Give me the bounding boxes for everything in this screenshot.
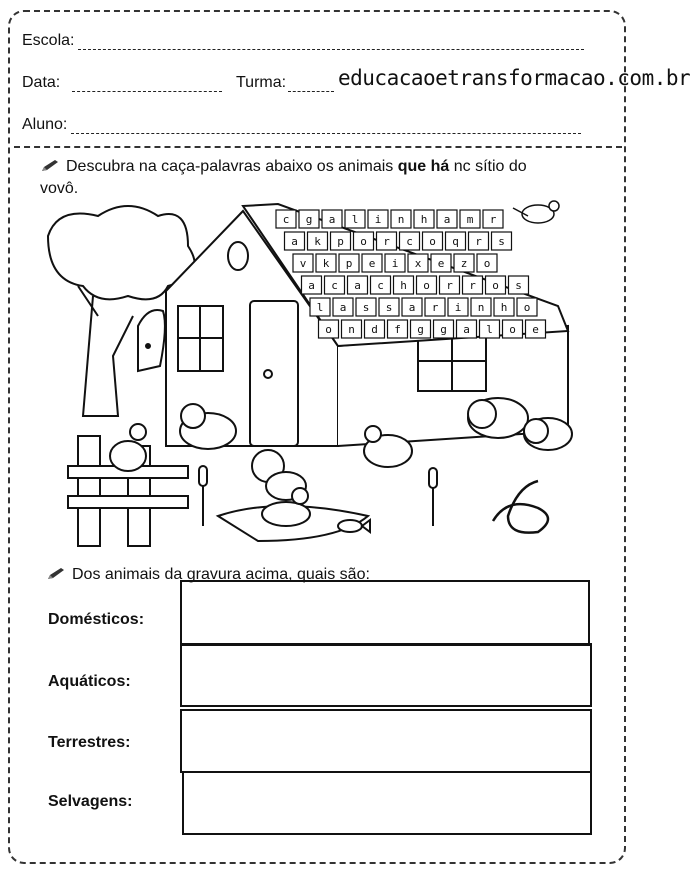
word-search-letter: r	[446, 279, 453, 292]
duck-icon	[218, 488, 368, 541]
farm-scene-illustration	[38, 196, 598, 556]
word-search-letter: c	[331, 279, 338, 292]
snake-icon	[493, 481, 548, 533]
word-search-letter: e	[368, 257, 376, 270]
task1-text-line2: vovô.	[40, 180, 79, 197]
word-search-letter: a	[408, 301, 416, 314]
student-field[interactable]	[22, 116, 581, 134]
school-label: Escola:	[22, 32, 75, 49]
class-label: Turma:	[236, 74, 287, 91]
word-search-letter: s	[498, 235, 505, 248]
word-search-letter: g	[417, 323, 424, 336]
word-search-letter: k	[314, 235, 321, 248]
class-line[interactable]	[288, 77, 334, 92]
word-search-letter: q	[452, 235, 459, 248]
word-search-letter: o	[483, 257, 491, 270]
word-search-letter: o	[523, 301, 531, 314]
word-search-letter: p	[337, 235, 344, 248]
word-search-letter: h	[400, 279, 407, 292]
word-search-letter: c	[406, 235, 413, 248]
task1-instruction	[40, 156, 585, 200]
task1-text-bold-animals: animais	[338, 158, 394, 175]
word-search-letter: s	[385, 301, 393, 314]
word-search-letter: a	[328, 213, 336, 226]
word-search-letter: g	[305, 213, 313, 226]
word-search-letter: o	[509, 323, 516, 336]
class-field[interactable]	[236, 74, 334, 92]
word-search-letter: r	[431, 301, 439, 314]
word-search-letter: d	[371, 323, 378, 336]
task1-text-a: Descubra na caça-palavras abaixo os	[66, 158, 339, 175]
answer-box-domestic[interactable]	[180, 580, 590, 646]
word-search-letter: o	[423, 279, 430, 292]
word-search-letter: k	[322, 257, 330, 270]
word-search-letter: i	[374, 213, 382, 226]
category-label-wild: Selvagens:	[48, 793, 133, 810]
word-search-letter: f	[394, 323, 401, 336]
word-search-letter: e	[437, 257, 445, 270]
word-search-letter: s	[515, 279, 522, 292]
word-search-letter: x	[414, 257, 422, 270]
word-search-letter: r	[469, 279, 476, 292]
category-label-aquatic: Aquáticos:	[48, 673, 131, 690]
section-divider	[14, 146, 622, 148]
word-search-letter: r	[383, 235, 390, 248]
date-label: Data:	[22, 74, 61, 91]
word-search-letter: l	[351, 213, 359, 226]
word-search-letter: a	[291, 235, 298, 248]
word-search-letter: i	[391, 257, 399, 270]
word-search-letter: i	[454, 301, 462, 314]
category-label-terrestrial: Terrestres:	[48, 734, 131, 751]
word-search-letter: o	[325, 323, 332, 336]
word-search-letter: a	[339, 301, 347, 314]
word-search-letter: r	[489, 213, 497, 226]
word-search-letter: s	[362, 301, 370, 314]
word-search-letter: v	[299, 257, 307, 270]
student-label: Aluno:	[22, 116, 68, 133]
date-line[interactable]	[72, 77, 222, 92]
fish-icon	[338, 520, 370, 532]
horse-icon	[138, 310, 165, 371]
word-search-letter: l	[486, 323, 493, 336]
date-field[interactable]	[22, 74, 222, 92]
word-search-letter: r	[475, 235, 482, 248]
answer-box-terrestrial[interactable]	[180, 709, 592, 773]
word-search-letter: c	[377, 279, 384, 292]
answer-box-wild[interactable]	[182, 771, 592, 835]
word-search-letter: p	[345, 257, 353, 270]
word-search-letter: m	[466, 213, 474, 226]
word-search-letter: z	[460, 257, 468, 270]
word-search-letter: e	[532, 323, 539, 336]
word-search-letter: o	[429, 235, 436, 248]
word-search-letter: a	[443, 213, 451, 226]
task2-text: Dos animais da gravura acima, quais são:	[72, 566, 370, 583]
word-search-letter: n	[348, 323, 355, 336]
word-search-letter: g	[440, 323, 447, 336]
word-search-letter: o	[492, 279, 499, 292]
answer-box-aquatic[interactable]	[180, 643, 592, 707]
word-search-letter: n	[477, 301, 485, 314]
task1-text-bold-que-ha: que há	[397, 158, 450, 175]
word-search-letter: h	[500, 301, 508, 314]
site-watermark: educacaoetransformacao.com.br	[338, 66, 690, 90]
word-search-letter: a	[463, 323, 470, 336]
school-field[interactable]	[22, 32, 584, 50]
pencil-icon	[40, 159, 60, 173]
task1-text-b: nc sítio do	[449, 158, 527, 175]
school-line[interactable]	[78, 35, 584, 50]
student-line[interactable]	[71, 119, 581, 134]
word-search-letter: o	[360, 235, 367, 248]
word-search-letter: c	[282, 213, 290, 226]
word-search-letter: a	[354, 279, 361, 292]
category-label-domestic: Domésticos:	[48, 611, 145, 628]
word-search-letter: h	[420, 213, 428, 226]
word-search-letter: n	[397, 213, 405, 226]
word-search-letter: a	[308, 279, 315, 292]
bird-icon	[513, 201, 559, 223]
pencil-icon	[46, 567, 66, 581]
word-search-letter: l	[316, 301, 324, 314]
